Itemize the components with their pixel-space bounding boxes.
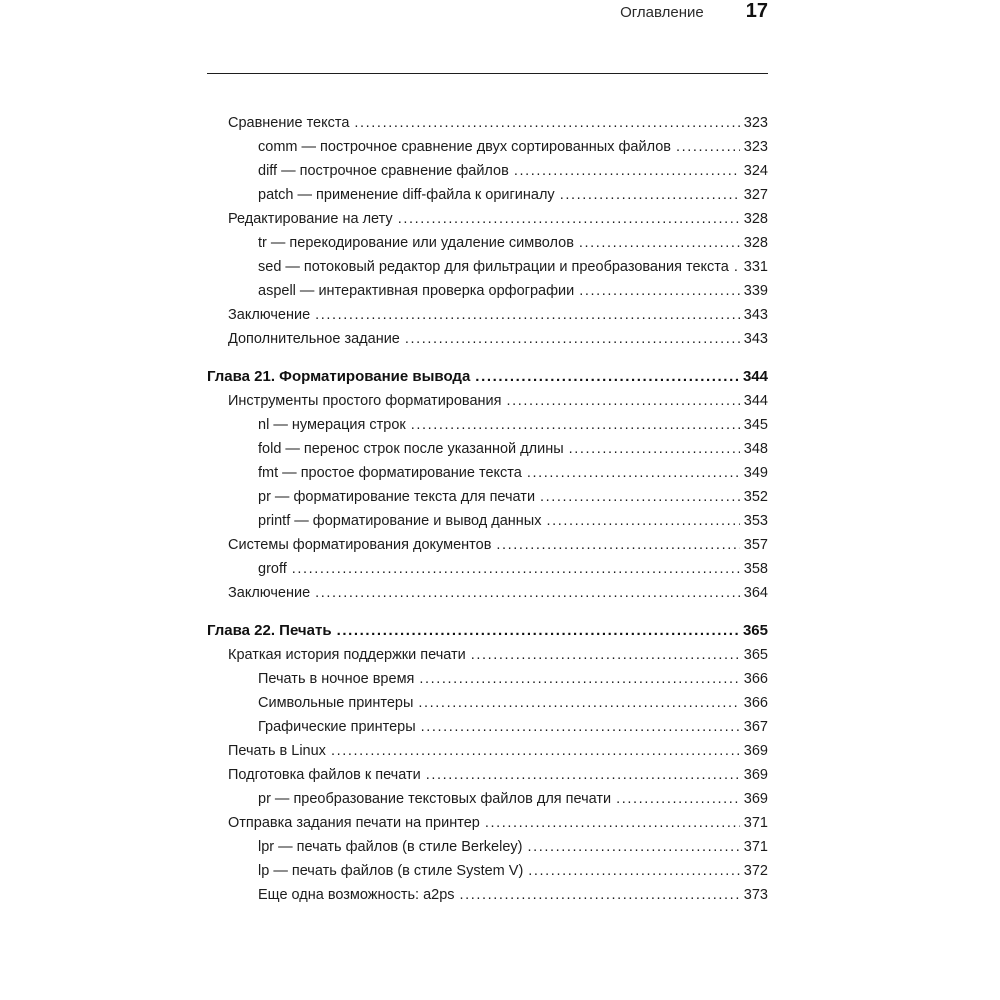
dot-leader (331, 739, 740, 763)
dot-leader (540, 485, 740, 509)
toc-entry-page: 323 (743, 139, 768, 155)
dot-leader (337, 619, 739, 643)
toc-entry-page: 366 (743, 695, 768, 711)
page-header (207, 0, 768, 72)
toc-entry-title: sed — потоковый редактор для фильтрации и преобразования текста (258, 259, 729, 275)
toc-entry-page: 357 (743, 537, 768, 553)
toc-entry-page: 323 (743, 115, 768, 131)
toc-entry-page: 344 (742, 368, 768, 385)
dot-leader (560, 183, 740, 207)
toc-entry-page: 365 (743, 647, 768, 663)
toc-entry-page: 369 (743, 791, 768, 807)
toc-entry-title: fmt — простое форматирование текста (258, 465, 522, 481)
toc-entry-title: aspell — интерактивная проверка орфографии (258, 283, 575, 299)
toc-row (207, 183, 768, 207)
toc-entry-title: fold — перенос строк после указанной длины (258, 441, 564, 457)
toc-entry-page: 345 (743, 417, 768, 433)
toc-row (207, 413, 768, 437)
toc-entry-title: printf — форматирование и вывод данных (258, 513, 542, 529)
toc-entry-title: lp — печать файлов (в стиле System V) (258, 863, 524, 879)
dot-leader (315, 303, 740, 327)
toc-entry-title: Редактирование на лету (228, 211, 393, 227)
toc-row (207, 207, 768, 231)
dot-leader (426, 763, 740, 787)
toc-entry-title: Глава 22. Печать (207, 622, 332, 639)
toc-entry-title: Символьные принтеры (258, 695, 414, 711)
toc-row (207, 279, 768, 303)
toc-entry-title: Глава 21. Форматирование вывода (207, 368, 471, 385)
toc-entry-title: Системы форматирования документов (228, 537, 492, 553)
toc-row (207, 533, 768, 557)
toc-entry-page: 327 (743, 187, 768, 203)
toc-row (207, 327, 768, 351)
dot-leader (485, 811, 740, 835)
toc-entry-page: 343 (743, 331, 768, 347)
toc-entry-title: patch — применение diff-файла к оригиналу (258, 187, 555, 203)
toc-row (207, 763, 768, 787)
dot-leader (528, 859, 740, 883)
toc-entry-page: 365 (742, 622, 768, 639)
toc-entry-title: comm — построчное сравнение двух сортированных файлов (258, 139, 671, 155)
toc-entry-page: 352 (743, 489, 768, 505)
dot-leader (616, 787, 740, 811)
toc-row (207, 883, 768, 907)
dot-leader (292, 557, 740, 581)
toc-row (207, 135, 768, 159)
dot-leader (514, 159, 740, 183)
toc-entry-page: 348 (743, 441, 768, 457)
toc-entry-title: tr — перекодирование или удаление символов (258, 235, 574, 251)
toc-row (207, 485, 768, 509)
toc-entry-page: 349 (743, 465, 768, 481)
toc-entry-title: Графические принтеры (258, 719, 416, 735)
toc-entry-title: Отправка задания печати на принтер (228, 815, 480, 831)
toc-row (207, 255, 768, 279)
toc-list (207, 111, 768, 907)
toc-entry-page: 372 (743, 863, 768, 879)
toc-row (207, 557, 768, 581)
toc-row (207, 389, 768, 413)
dot-leader (421, 715, 740, 739)
toc-row (207, 509, 768, 533)
toc-row (207, 715, 768, 739)
toc-row (207, 111, 768, 135)
dot-leader (528, 835, 740, 859)
toc-row (207, 739, 768, 763)
toc-row (207, 159, 768, 183)
toc-chapter-row (207, 619, 768, 643)
toc-row (207, 303, 768, 327)
header-rule (207, 73, 768, 74)
toc-entry-title: Печать в ночное время (258, 671, 415, 687)
toc-entry-title: Сравнение текста (228, 115, 350, 131)
dot-leader (527, 461, 740, 485)
toc-row (207, 859, 768, 883)
toc-entry-page: 364 (743, 585, 768, 601)
toc-entry-page: 353 (743, 513, 768, 529)
dot-leader (418, 691, 739, 715)
toc-row (207, 787, 768, 811)
toc-entry-title: lpr — печать файлов (в стиле Berkeley) (258, 839, 523, 855)
toc-entry-title: Еще одна возможность: a2ps (258, 887, 455, 903)
toc-entry-page: 366 (743, 671, 768, 687)
dot-leader (419, 667, 739, 691)
toc-entry-title: diff — построчное сравнение файлов (258, 163, 509, 179)
running-head: Оглавление (620, 4, 704, 21)
toc-entry-title: pr — преобразование текстовых файлов для печати (258, 791, 612, 807)
toc-row (207, 643, 768, 667)
toc-entry-page: 328 (743, 211, 768, 227)
toc-entry-title: Печать в Linux (228, 743, 326, 759)
toc-entry-page: 373 (743, 887, 768, 903)
toc-entry-title: groff (258, 561, 287, 577)
page-number: 17 (745, 0, 768, 22)
toc-entry-page: 369 (743, 743, 768, 759)
dot-leader (676, 135, 740, 159)
toc-entry-title: nl — нумерация строк (258, 417, 406, 433)
dot-leader (734, 255, 740, 279)
dot-leader (411, 413, 740, 437)
toc-row (207, 667, 768, 691)
dot-leader (398, 207, 740, 231)
toc-entry-page: 367 (743, 719, 768, 735)
toc-entry-title: Инструменты простого форматирования (228, 393, 502, 409)
toc-entry-title: Дополнительное задание (228, 331, 400, 347)
toc-entry-title: pr — форматирование текста для печати (258, 489, 536, 505)
toc-entry-page: 344 (743, 393, 768, 409)
dot-leader (506, 389, 739, 413)
dot-leader (496, 533, 739, 557)
toc-entry-page: 371 (743, 839, 768, 855)
toc-entry-page: 343 (743, 307, 768, 323)
toc-row (207, 811, 768, 835)
toc-row (207, 231, 768, 255)
dot-leader (569, 437, 740, 461)
dot-leader (460, 883, 740, 907)
toc-entry-title: Заключение (228, 307, 311, 323)
toc-row (207, 835, 768, 859)
toc-row (207, 691, 768, 715)
dot-leader (354, 111, 739, 135)
toc-row (207, 461, 768, 485)
toc-chapter-row (207, 365, 768, 389)
dot-leader (546, 509, 739, 533)
toc-row (207, 581, 768, 605)
dot-leader (475, 365, 739, 389)
toc-entry-page: 369 (743, 767, 768, 783)
toc-entry-page: 331 (743, 259, 768, 275)
toc-entry-page: 324 (743, 163, 768, 179)
dot-leader (471, 643, 740, 667)
dot-leader (315, 581, 740, 605)
toc-entry-title: Подготовка файлов к печати (228, 767, 421, 783)
toc-entry-page: 328 (743, 235, 768, 251)
toc-entry-page: 371 (743, 815, 768, 831)
toc-entry-page: 339 (743, 283, 768, 299)
toc-entry-title: Заключение (228, 585, 311, 601)
toc-entry-title: Краткая история поддержки печати (228, 647, 466, 663)
toc-entry-page: 358 (743, 561, 768, 577)
toc-row (207, 437, 768, 461)
dot-leader (579, 231, 740, 255)
dot-leader (579, 279, 740, 303)
dot-leader (405, 327, 740, 351)
